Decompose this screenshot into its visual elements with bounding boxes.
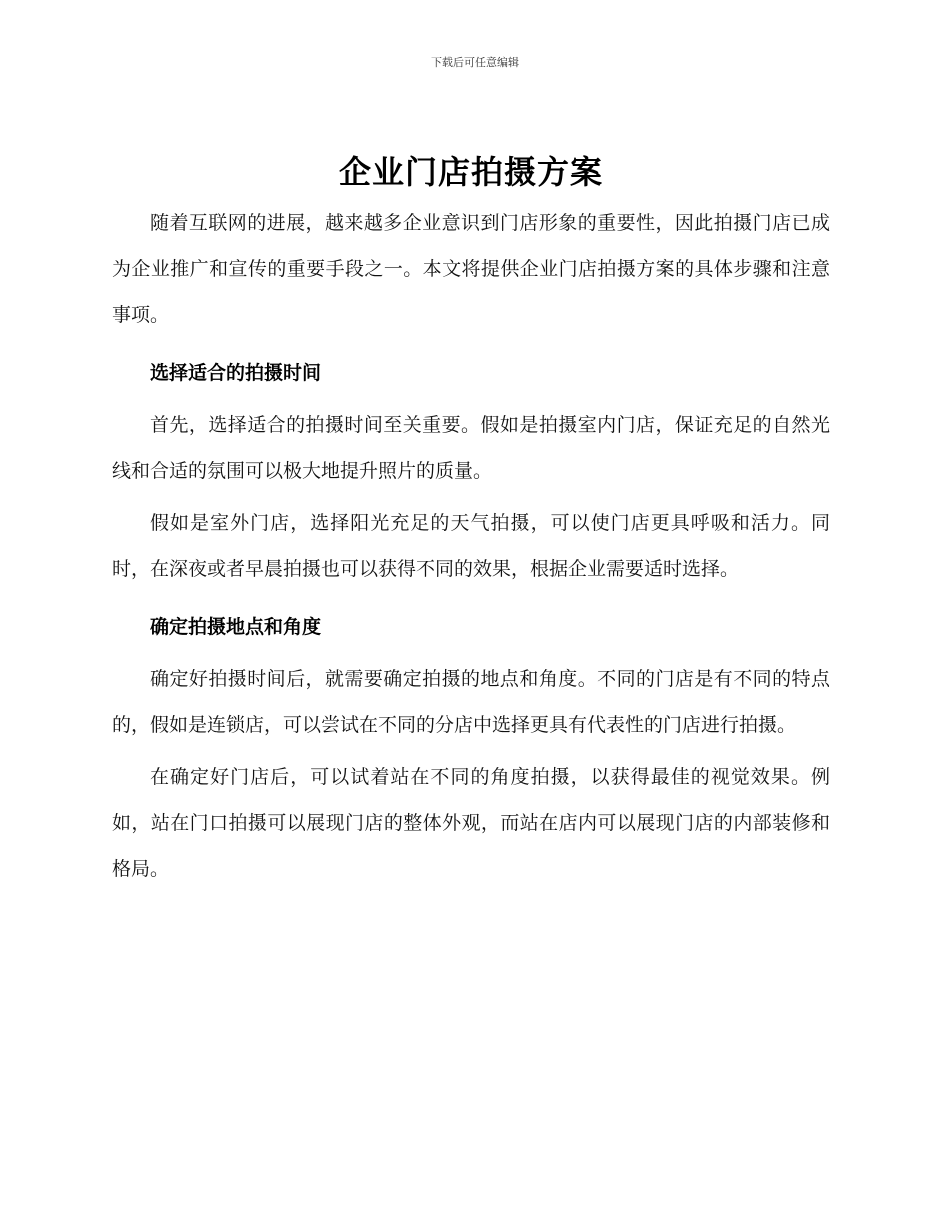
intro-paragraph: 随着互联网的进展，越来越多企业意识到门店形象的重要性，因此拍摄门店已成为企业推广和宣传的重要手段之一。本文将提供企业门店拍摄方案的具体步骤和注意事项。 (112, 212, 830, 326)
section-paragraph: 在确定好门店后，可以试着站在不同的角度拍摄，以获得最佳的视觉效果。例如，站在门口拍摄可以展现门店的整体外观，而站在店内可以展现门店的内部装修和格局。 (112, 766, 830, 880)
document-title: 企业门店拍摄方案 (338, 153, 603, 191)
section-shooting-time (112, 350, 830, 592)
section-location-angle (112, 604, 830, 892)
header-note: 下载后可任意编辑 (431, 56, 519, 69)
section-heading: 确定拍摄地点和角度 (150, 616, 322, 638)
section-paragraph: 假如是室外门店，选择阳光充足的天气拍摄，可以使门店更具呼吸和活力。同时，在深夜或者早晨拍摄也可以获得不同的效果，根据企业需要适时选择。 (112, 512, 830, 580)
section-heading: 选择适合的拍摄时间 (150, 362, 322, 384)
document-body (112, 150, 830, 892)
section-paragraph: 首先，选择适合的拍摄时间至关重要。假如是拍摄室内门店，保证充足的自然光线和合适的氛围可以极大地提升照片的质量。 (112, 414, 830, 482)
section-paragraph: 确定好拍摄时间后，就需要确定拍摄的地点和角度。不同的门店是有不同的特点的，假如是连锁店，可以尝试在不同的分店中选择更具有代表性的门店进行拍摄。 (112, 668, 830, 736)
